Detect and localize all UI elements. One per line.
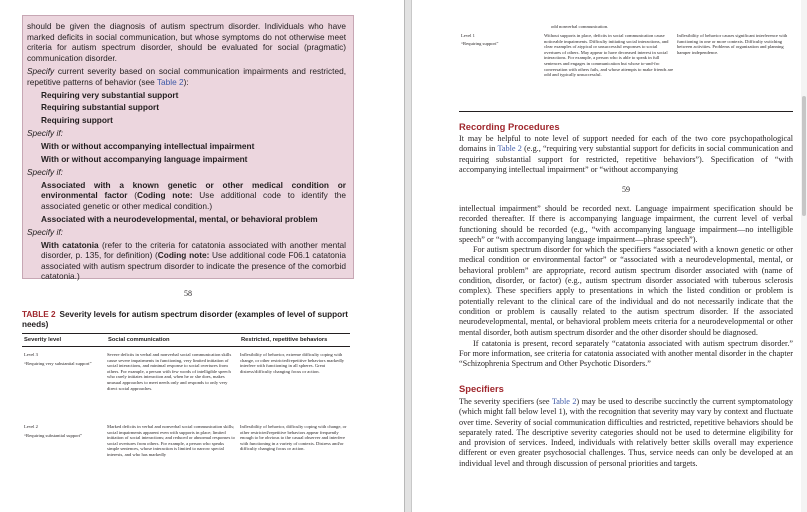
specify-severity: Specify current severity based on social communication impairments and restricted, repetitive patterns of behavior (see Table 2): [27,66,346,87]
table-row-level-3 [24,352,102,366]
social-cell: Marked deficits in verbal and nonverbal social communication skills; social impairments apparent even with supports in place; limited initiation of social interactions; and reduced or abnormal responses to social overtures from others. For example, a person who speaks simple sentences, whose interaction is limited to narrow special interests, and who has markedly [107,424,235,457]
rrb-cell: Inflexibility of behavior causes significant interference with functioning in one or more contexts. Difficulty switching between activities. Problems of organization and planning hamper independence. [677,33,788,55]
level-descriptor: “Requiring substantial support” [24,432,83,438]
recording-paragraph-1: It may be helpful to note level of support needed for each of the two core psychopathological domains in Table 2 (e.g., “requiring very substantial support for deficits in social communication and requiring substantial support for restricted, repetitive behaviors”). Specification of “with accompanying intellectual impairment” or “without accompanying [459,134,793,174]
social-cell: Without supports in place, deficits in social communication cause noticeable impairments. Difficulty initiating social interactions, and clear examples of atypical or unsuccessful responses to social overtures of others. May appear to have decreased interest in social interactions. For example, a person who is able to speak in full sentences and engages in communication but whose to-and-fro conversation with others fails, and whose attempts to make friends are odd and typically unsuccessful. [544,33,674,78]
recording-body [459,204,793,370]
recording-heading: Recording Procedures [459,121,560,132]
intellectual-specifier: With or without accompanying intellectual impairment [41,140,255,151]
genetic-specifier: Associated with a known genetic or other medical condition or environmental factor (Coding note: Use additional code to identify the associated genetic or other medical condition.) [41,179,346,211]
table-2-link[interactable]: Table 2 [551,397,577,406]
catatonia-specifier: With catatonia (refer to the criteria for catatonia associated with another mental disorder, p. 135, for definition) (Coding note: Use additional code F06.1 catatonia associated with autism spectrum disorder to indicate the presence of the comorbid catatonia.) [41,239,346,282]
severity-option: Requiring support [41,114,113,125]
page-gutter [404,0,412,512]
table-rule-header [22,346,350,347]
level-descriptor: “Requiring very substantial support” [24,360,92,366]
page-number: 58 [184,289,192,298]
rrb-cell: Inflexibility of behavior, difficulty coping with change, or other restricted/repetitive behaviors appear frequently enough to be obvious to the casual observer and interfere with functioning in a variety of contexts. Distress and/or difficulty changing focus or action. [240,424,347,452]
header-severity: Severity level [24,337,62,343]
neuro-specifier: Associated with a neurodevelopmental, mental, or behavioral problem [41,213,318,224]
specifiers-heading: Specifiers [459,383,504,394]
table-continued-top-line: odd nonverbal communication. [551,24,609,29]
recording-paragraph-3: For autism spectrum disorder for which the specifiers “associated with a known genetic or other medical condition or environmental factor” or “associated with a neurodevelopmental, mental, or behavioral problem” are appropriate, record autism spectrum disorder associated with (name of condition, disorder, or factor) (e.g., autism spectrum disorder associated with tuberous sclerosis complex). These specifiers apply to presentations in which the listed condition or problem is potentially relevant to the clinical care of the individual and do not necessarily indicate that the condition or problem is causally related to the autism spectrum disorder. If the associated neurodevelopmental, mental, or behavioral problem meets criteria for a neurodevelopmental or other mental disorder, both autism spectrum disorder and the other disorder should be diagnosed. [459,245,793,337]
table-title: TABLE 2 Severity levels for autism spectrum disorder (examples of level of support needs) [22,310,348,329]
rrb-cell: Inflexibility of behavior, extreme difficulty coping with change, or other restricted/repetitive behaviors markedly interfere with functioning in all spheres. Great distress/difficulty changing focus or action. [240,352,345,374]
table-row-level-1 [461,33,541,46]
level-name: Level 3 [24,352,38,357]
table-label: TABLE 2 [22,310,56,319]
level-descriptor: “Requiring support” [461,40,499,46]
page-59 [412,0,807,512]
level-name: Level 2 [24,424,38,429]
language-specifier: With or without accompanying language impairment [41,153,248,164]
recording-paragraph-4: If catatonia is present, record separately “catatonia associated with autism spectrum disorder.” For more information, see criteria for catatonia associated with another mental disorder in the chapter “Schizophrenia Spectrum and Other Psychotic Disorders.” [459,338,793,369]
specifiers-paragraph: The severity specifiers (see Table 2) may be used to describe succinctly the current symptomatology (which might fall below level 1), with the recognition that severity may vary by context and fluctuate over time. Severity of social communication difficulties and restricted, repetitive behaviors should be separately rated. The descriptive severity categories should not be used to determine eligibility for and provision of services. Indeed, individuals with relatively better skills overall may experience different or even greater psychosocial challenges. Thus, service needs can only be developed at an individual level and through discussion of personal priorities and targets. [459,397,793,468]
severity-option: Requiring substantial support [41,102,160,113]
social-cell: Severe deficits in verbal and nonverbal social communication skills cause severe impairments in functioning, very limited initiation of social interactions, and minimal response to social overtures from others. For example, a person with few words of intelligible speech who rarely initiates interaction and, when he or she does, makes unusual approaches to meet needs only and responds to only very direct social approaches. [107,352,232,391]
header-social: Social communication [108,337,170,343]
table-rule-top [22,333,350,334]
table-rule-bottom [459,111,793,112]
criteria-box [22,15,354,282]
scrollbar-thumb[interactable] [802,96,806,216]
box-intro: should be given the diagnosis of autism spectrum disorder. Individuals who have marked deficits in social communication, but whose symptoms do not otherwise meet criteria for autism spectrum disorder, should be evaluated for social (pragmatic) communication disorder. [27,21,346,63]
page-number: 59 [622,185,630,194]
level-name: Level 1 [461,33,475,38]
recording-paragraph-2: intellectual impairment” should be recorded next. Language impairment specification should be recorded thereafter. If there is accompanying language impairment, the current level of verbal functioning should be recorded (e.g., “with accompanying language impairment—no intelligible speech” or “with accompanying language impairment—phrase speech”). [459,204,793,244]
scrollbar-track[interactable] [801,0,807,512]
table-2-link[interactable]: Table 2 [497,144,522,154]
table-row-level-2 [24,424,102,438]
severity-option: Requiring very substantial support [41,89,179,100]
specify-if-label: Specify if: [27,227,63,238]
header-rrb: Restricted, repetitive behaviors [241,337,328,343]
table-2-link[interactable]: Table 2 [156,76,184,87]
specify-if-label: Specify if: [27,128,63,139]
specify-if-label: Specify if: [27,167,63,178]
